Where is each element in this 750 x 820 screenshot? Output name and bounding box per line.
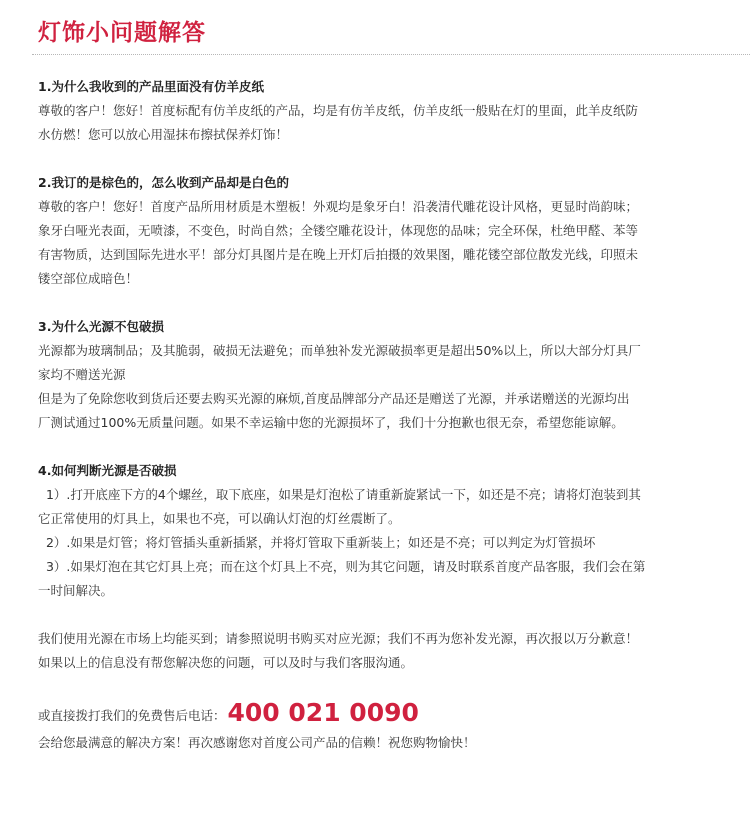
answer-line: 2）.如果是灯管；将灯管插头重新插紧，并将灯管取下重新装上；如还是不亮；可以判定为灯管损坏 xyxy=(38,535,596,550)
answer-line: 尊敬的客户！您好！首度标配有仿羊皮纸的产品，均是有仿羊皮纸，仿羊皮纸一般贴在灯的里面，此羊皮纸防 xyxy=(38,103,639,118)
contact-label: 或直接拨打我们的免费售后电话： xyxy=(38,708,226,723)
question-title: 2.我订的是棕色的，怎么收到产品却是白色的 xyxy=(38,175,289,190)
answer-line: 厂测试通过100%无质量问题。如果不幸运输中您的光源损坏了，我们十分抱歉也很无奈，希望您能谅解。 xyxy=(38,415,624,430)
question-title: 4.如何判断光源是否破损 xyxy=(38,463,177,478)
answer-line: 但是为了免除您收到货后还要去购买光源的麻烦,首度品牌部分产品还是赠送了光源，并承诺赠送的光源均出 xyxy=(38,391,630,406)
answer-line: 1）.打开底座下方的4个螺丝，取下底座，如果是灯泡松了请重新旋紧试一下，如还是不亮；请将灯泡装到其 xyxy=(38,487,641,502)
answer-line: 象牙白哑光表面，无喷漆，不变色，时尚自然；全镂空雕花设计，体现您的品味；完全环保，杜绝甲醛、苯等 xyxy=(38,223,639,238)
closing-line: 会给您最满意的解决方案！再次感谢您对首度公司产品的信赖！祝您购物愉快！ xyxy=(38,735,476,750)
spacer xyxy=(38,291,718,315)
answer-line: 家均不赠送光源 xyxy=(38,367,126,382)
page-title: 灯饰小问题解答 xyxy=(38,20,206,46)
question-title: 3.为什么光源不包破损 xyxy=(38,319,164,334)
answer-line: 一时间解决。 xyxy=(38,583,114,598)
title-divider xyxy=(32,54,750,55)
faq-item-2 xyxy=(38,171,718,291)
notice-line: 我们使用光源在市场上均能买到；请参照说明书购买对应光源；我们不再为您补发光源，再次报以万分歉意！ xyxy=(38,631,639,646)
answer-line: 有害物质，达到国际先进水平！部分灯具图片是在晚上开灯后拍摄的效果图，雕花镂空部位散发光线，印照未 xyxy=(38,247,639,262)
contact-line xyxy=(38,695,718,731)
faq-item-4 xyxy=(38,459,718,603)
spacer xyxy=(38,603,718,627)
answer-line: 尊敬的客户！您好！首度产品所用材质是木塑板！外观均是象牙白！沿袭清代雕花设计风格，更显时尚韵味； xyxy=(38,199,639,214)
hotline-number[interactable]: 400 021 0090 xyxy=(227,698,419,727)
notice-block xyxy=(38,627,718,675)
answer-line: 镂空部位成暗色！ xyxy=(38,271,139,286)
spacer xyxy=(38,435,718,459)
answer-line: 水仿燃！您可以放心用湿抹布擦拭保养灯饰！ xyxy=(38,127,289,142)
answer-line: 光源都为玻璃制品；及其脆弱，破损无法避免；而单独补发光源破损率更是超出50%以上，所以大部分灯具厂 xyxy=(38,343,641,358)
faq-content xyxy=(38,75,718,755)
answer-line: 3）.如果灯泡在其它灯具上亮；而在这个灯具上不亮，则为其它问题，请及时联系首度产品客服，我们会在第 xyxy=(38,559,646,574)
answer-line: 它正常使用的灯具上，如果也不亮，可以确认灯泡的灯丝震断了。 xyxy=(38,511,401,526)
faq-item-1 xyxy=(38,75,718,147)
notice-line: 如果以上的信息没有帮您解决您的问题，可以及时与我们客服沟通。 xyxy=(38,655,414,670)
faq-item-3 xyxy=(38,315,718,435)
question-title: 1.为什么我收到的产品里面没有仿羊皮纸 xyxy=(38,79,264,94)
spacer xyxy=(38,147,718,171)
